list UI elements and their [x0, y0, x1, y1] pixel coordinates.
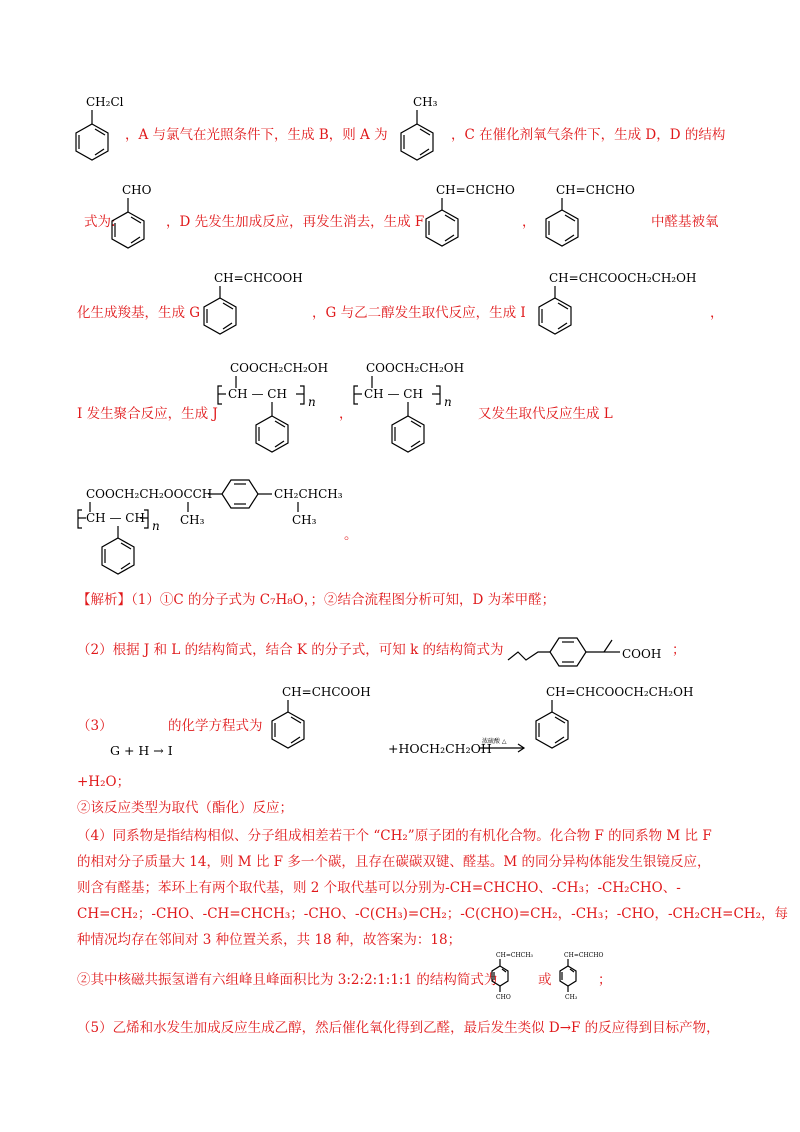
formula-l-ch3a: CH₃: [180, 513, 205, 527]
line5-period: 。: [344, 527, 358, 543]
formula-cooh: COOH: [622, 647, 662, 661]
line4-text2: 又发生取代反应生成 L: [478, 406, 613, 422]
formula-l-right: CH₂CHCH₃: [274, 487, 343, 501]
line1-text1: ，A 与氯气在光照条件下，生成 B，则 A 为: [125, 127, 388, 143]
polymer-chain-2: CH — CH: [364, 387, 423, 401]
formula-ch2cl: CH₂Cl: [86, 95, 124, 109]
line3-text1: 化生成羧基，生成 G: [77, 305, 201, 321]
polymer-chain: CH — CH: [228, 387, 287, 401]
analysis-p4b-end: ；: [598, 972, 612, 988]
polymer-chain-l: CH — CH: [86, 511, 145, 525]
subscript-n: n: [308, 395, 316, 409]
isomer1-top: CH=CHCH₃: [496, 952, 533, 959]
analysis-p4b-text: ②其中核磁共振氢谱有六组峰且峰面积比为 3:2:2:1:1:1 的结构简式为: [77, 972, 498, 988]
reaction-condition: 浓硫酸 △: [482, 738, 507, 745]
toluene-structure: [395, 92, 455, 164]
formula-g: CH=CHCOOH: [214, 271, 303, 285]
isomer2-top: CH=CHCHO: [564, 952, 604, 959]
analysis-p3-water: +H₂O；: [77, 774, 131, 790]
formula-reactant: CH=CHCOOH: [282, 685, 371, 699]
formula-l-ch3b: CH₃: [292, 513, 317, 527]
ibuprofen-structure: [508, 618, 688, 674]
analysis-p4-l3: 则含有醛基；苯环上有两个取代基，则 2 个取代基可以分别为-CH=CHCHO、-CH₃；-CH₂CHO、-: [77, 880, 681, 896]
equation-label: G + H → I: [110, 743, 173, 758]
analysis-p5: （5）乙烯和水发生加成反应生成乙醇，然后催化氧化得到乙醛，最后发生类似 D→F 的反应得到目标产物，: [77, 1020, 720, 1036]
analysis-p3-mid: 的化学方程式为: [168, 718, 263, 734]
analysis-p2-end: ；: [672, 642, 686, 658]
product-ester: [526, 682, 726, 762]
analysis-p4-l5: 种情况均存在邻间对 3 种位置关系，共 18 种，故答案为：18；: [77, 932, 462, 948]
line3-comma: ，: [710, 305, 724, 321]
polymer-j-structure-2: [352, 358, 482, 466]
formula-j-top: COOCH₂CH₂OH: [230, 361, 329, 375]
formula-i: CH=CHCOOCH₂CH₂OH: [549, 271, 697, 285]
ester-i-structure: [529, 268, 719, 346]
line4-comma: ，: [339, 406, 353, 422]
analysis-p4-l4: CH=CH₂；-CHO、-CH=CHCH₃；-CHO、-C(CH₃)=CH₂；-C(CHO)=CH₂，-CH₃；-CHO，-CH₂CH=CH₂，每: [77, 906, 788, 922]
line2-comma: ，: [522, 214, 536, 230]
isomer2-bottom: CH₃: [565, 994, 578, 1001]
subscript-n-l: n: [152, 519, 160, 533]
line4-text1: I 发生聚合反应，生成 J: [77, 406, 218, 422]
analysis-p2-text: （2）根据 J 和 L 的结构简式，结合 K 的分子式，可知 k 的结构简式为: [77, 642, 504, 658]
line1-text2: ，C 在催化剂氧气条件下，生成 D，D 的结构: [451, 127, 726, 143]
cinnamaldehyde-structure-1: [416, 180, 526, 258]
isomer-structure-1: [488, 950, 538, 1006]
line2-text1: 式为:: [84, 214, 116, 230]
formula-l-top: COOCH₂CH₂OOCCH: [86, 487, 213, 501]
analysis-p4b-or: 或: [538, 972, 552, 988]
line3-text2: ，G 与乙二醇发生取代反应，生成 I: [312, 305, 526, 321]
analysis-head: 【解析】（1）①C 的分子式为 C₇H₈O，；②结合流程图分析可知，D 为苯甲醛；: [77, 592, 556, 608]
isomer1-bottom: CHO: [496, 994, 511, 1001]
formula-j-top-2: COOCH₂CH₂OH: [366, 361, 465, 375]
analysis-p3-b: ②该反应类型为取代（酯化）反应；: [77, 800, 293, 816]
line2-text2: ，D 先发生加成反应，再发生消去，生成 F: [166, 214, 425, 230]
glycol: +HOCH₂CH₂OH: [388, 741, 492, 756]
analysis-p3-prefix: （3）: [77, 718, 113, 734]
formula-cho: CHO: [122, 183, 152, 197]
subscript-n-2: n: [444, 395, 452, 409]
analysis-p4-l1: （4）同系物是指结构相似、分子组成相差若干个 “CH₂”原子团的有机化合物。化合物 F 的同系物 M 比 F: [77, 828, 712, 844]
compound-l-structure: [76, 478, 376, 588]
reactant-cinnamic-acid: [262, 682, 402, 762]
polymer-j-structure-1: [216, 358, 346, 466]
analysis-p4-l2: 的相对分子质量大 14，则 M 比 F 多一个碳，且存在碳碳双键、醛基。M 的同分异构体能发生银镜反应，: [77, 854, 711, 870]
formula-ch3: CH₃: [413, 95, 438, 109]
cinnamaldehyde-structure-2: [536, 180, 646, 258]
reaction-arrow: [478, 736, 530, 760]
formula-product: CH=CHCOOCH₂CH₂OH: [546, 685, 694, 699]
formula-f2: CH=CHCHO: [556, 183, 635, 197]
cinnamic-acid-structure: [194, 268, 324, 346]
formula-f1: CH=CHCHO: [436, 183, 515, 197]
benzaldehyde-structure: [106, 180, 166, 252]
line2-text3: 中醛基被氧: [651, 214, 719, 230]
